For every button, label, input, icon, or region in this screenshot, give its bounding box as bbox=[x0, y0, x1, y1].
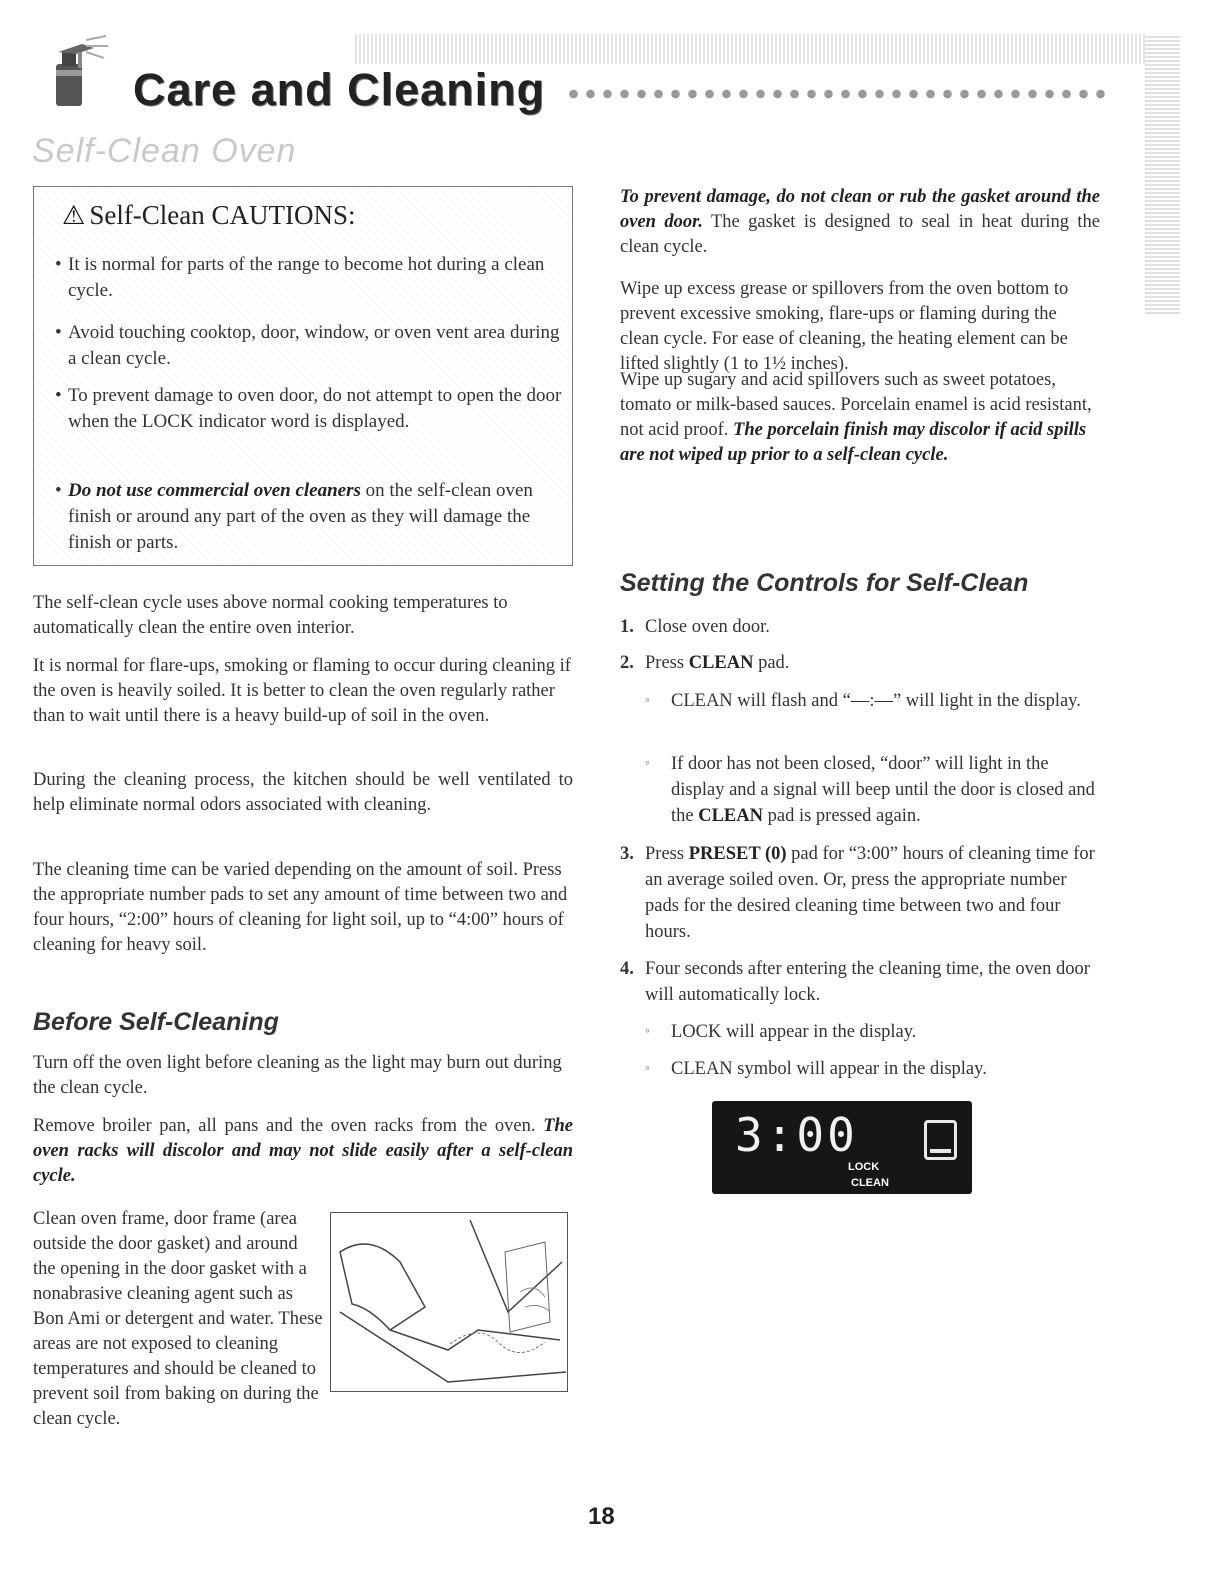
header-dot-leader bbox=[565, 87, 1110, 101]
intro-paragraph: The self-clean cycle uses above normal cooking temperatures to automatically clean the entire oven interior. bbox=[33, 593, 508, 638]
display-clean-indicator: CLEAN bbox=[851, 1177, 889, 1189]
caution-item: • Avoid touching cooktop, door, window, or oven vent area during a clean cycle. bbox=[55, 322, 560, 369]
spray-bottle-icon bbox=[42, 30, 122, 110]
clean-symbol-icon bbox=[924, 1120, 957, 1160]
oven-light-paragraph: Turn off the oven light before cleaning as the light may burn out during the clean cycle. bbox=[33, 1053, 562, 1098]
step-3: 3. Press PRESET (0) pad for “3:00” hours of cleaning time for an average soiled oven. Or, press the appropriate number pads for the desired cleaning time between two and four hours. bbox=[620, 844, 1095, 942]
wipe-grease-paragraph: Wipe up excess grease or spillovers from the oven bottom to prevent excessive smoking, flare-ups or flaming during the clean cycle. For ease of cleaning, the heating element can be lifted slightly (1 to 1½ inches). bbox=[620, 279, 1069, 374]
display-time: 3:00 bbox=[735, 1108, 858, 1162]
caution-item: • Do not use commercial oven cleaners on the self-clean oven finish or around any part of the oven as they will damage the finish or parts. bbox=[55, 480, 533, 553]
bullet-icon: ◦ bbox=[645, 1024, 650, 1039]
step-2: 2. Press CLEAN pad. bbox=[620, 653, 790, 673]
step-4-note: ◦ CLEAN symbol will appear in the display. bbox=[645, 1056, 1100, 1082]
flareup-paragraph: It is normal for flare-ups, smoking or flaming to occur during cleaning if the oven is heavily soiled. It is better to clean the oven regularly rather than to wait until there is a heavy build-up of soil in the oven. bbox=[33, 656, 571, 726]
remove-racks-paragraph: Remove broiler pan, all pans and the oven racks from the oven. The oven racks will discolor and may not slide easily after a self-clean cycle. bbox=[33, 1116, 573, 1186]
caution-heading bbox=[62, 200, 356, 231]
frame-cleaning-paragraph: Clean oven frame, door frame (area outside the door gasket) and around the opening in the door gasket with a nonabrasive cleaning agent such as Bon Ami or detergent and water. These areas are not exposed to cleaning temperatures and should be cleaned to prevent soil from baking on during the clean cycle. bbox=[33, 1209, 323, 1429]
step-4: 4. Four seconds after entering the cleaning time, the oven door will automatically lock. bbox=[620, 959, 1090, 1005]
before-self-cleaning-heading: Before Self-Cleaning bbox=[33, 1008, 279, 1036]
step-2-note: ◦ If door has not been closed, “door” will light in the display and a signal will beep until the door is closed and the CLEAN pad is pressed again. bbox=[645, 751, 1100, 829]
bullet-icon: ◦ bbox=[645, 693, 650, 708]
caution-item: • To prevent damage to oven door, do not attempt to open the door when the LOCK indicator word is displayed. bbox=[55, 385, 562, 432]
page-number: 18 bbox=[588, 1503, 615, 1530]
wipe-sugary-paragraph: Wipe up sugary and acid spillovers such as sweet potatoes, tomato or milk-based sauces. Porcelain enamel is acid resistant, not acid proof. The porcelain finish may discolor if acid spills are not wiped up prior to a self-clean cycle. bbox=[620, 370, 1092, 465]
step-2-note: ◦ CLEAN will flash and “—:—” will light in the display. bbox=[645, 688, 1100, 714]
section-subtitle: Self-Clean Oven bbox=[32, 132, 297, 170]
warning-icon: ⚠ bbox=[62, 201, 86, 230]
page-title: Care and Cleaning bbox=[133, 64, 546, 115]
caution-heading-text: Self-Clean CAUTIONS: bbox=[89, 200, 356, 230]
setting-controls-heading: Setting the Controls for Self-Clean bbox=[620, 569, 1029, 597]
cleaning-time-paragraph: The cleaning time can be varied depending on the amount of soil. Press the appropriate number pads to set any amount of time between two and four hours, “2:00” hours of cleaning for light soil, up to “4:00” hours of cleaning for heavy soil. bbox=[33, 860, 568, 955]
caution-item: • It is normal for parts of the range to become hot during a clean cycle. bbox=[55, 254, 545, 301]
bullet-icon: • bbox=[55, 322, 62, 343]
display-lock-indicator: LOCK bbox=[848, 1161, 880, 1173]
bullet-icon: • bbox=[55, 385, 62, 406]
bullet-icon: • bbox=[55, 480, 62, 501]
caution-emphasis: Do not use commercial oven cleaners bbox=[68, 480, 361, 501]
bullet-icon: ◦ bbox=[645, 1061, 650, 1076]
bullet-icon: ◦ bbox=[645, 756, 650, 771]
gasket-paragraph: To prevent damage, do not clean or rub the gasket around the oven door. The gasket is designed to seal in heat during the clean cycle. bbox=[620, 187, 1101, 257]
header-side-pattern bbox=[1145, 34, 1180, 314]
step-1: 1. Close oven door. bbox=[620, 617, 770, 637]
bullet-icon: • bbox=[55, 254, 62, 275]
ventilation-paragraph: During the cleaning process, the kitchen should be well ventilated to help eliminate normal odors associated with cleaning. bbox=[33, 770, 573, 815]
header-pattern-band bbox=[355, 34, 1180, 64]
step-4-note: ◦ LOCK will appear in the display. bbox=[645, 1019, 1100, 1045]
